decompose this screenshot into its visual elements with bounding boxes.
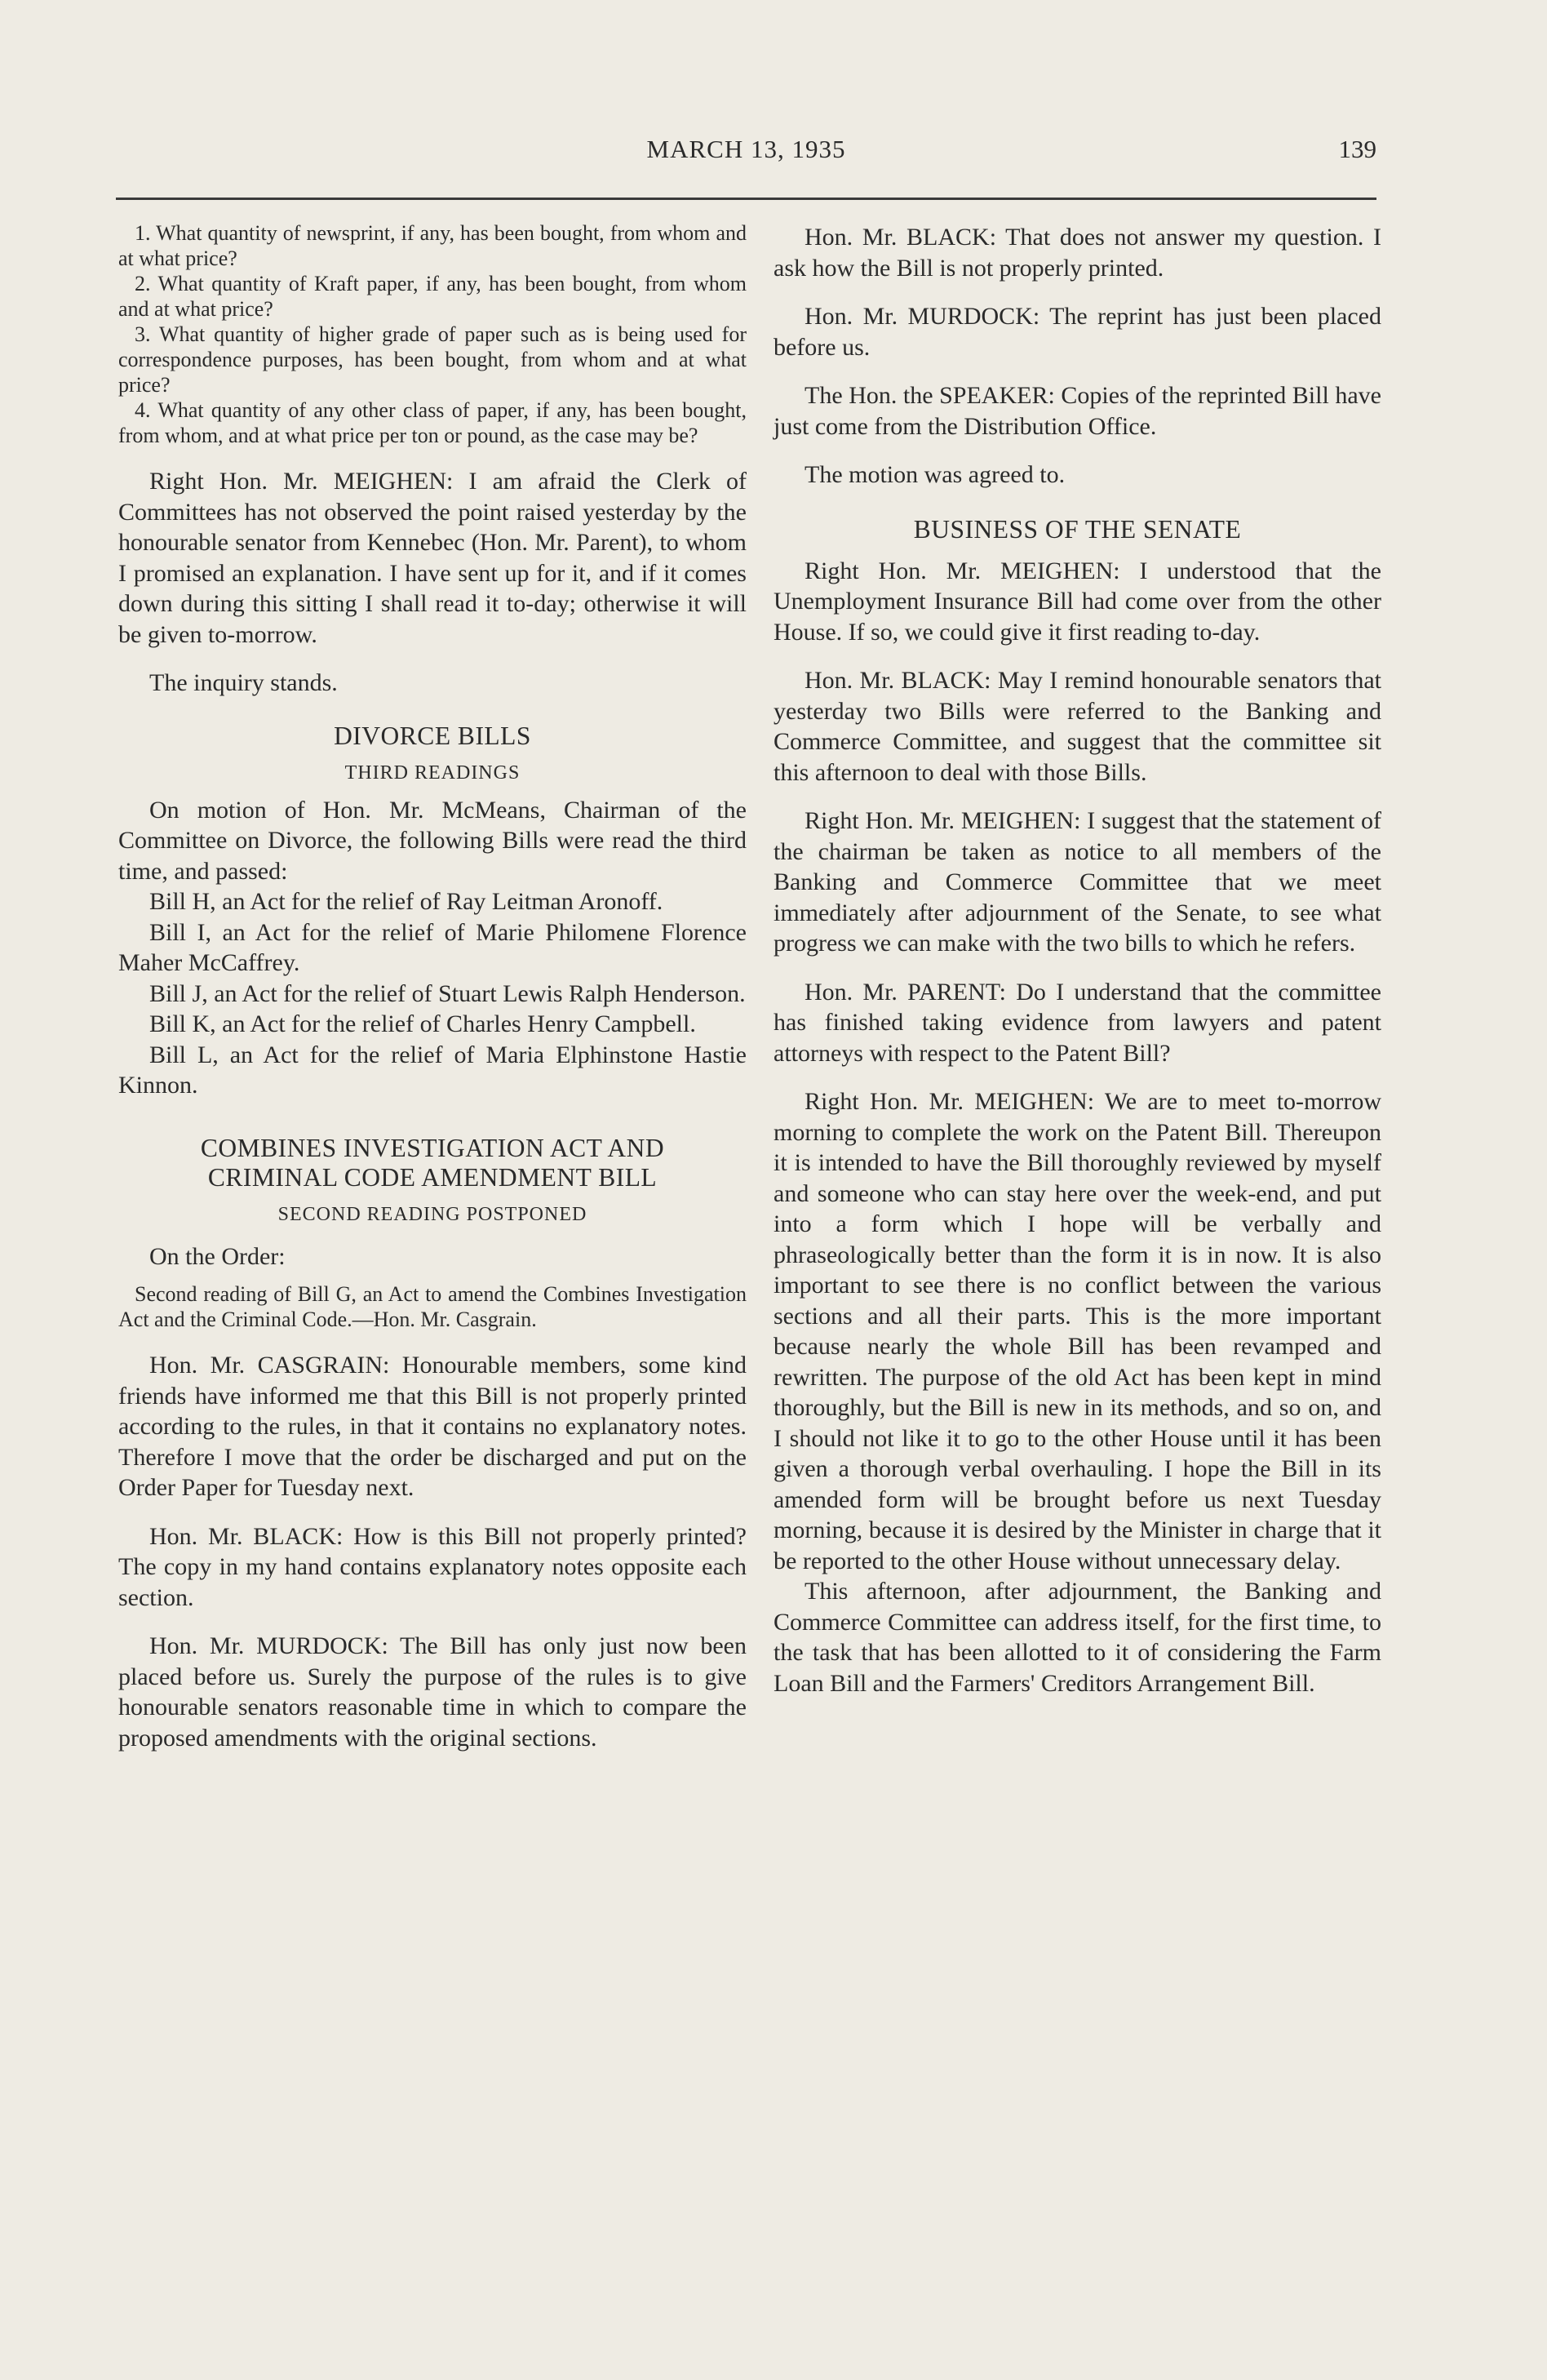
meighen-patent-paragraph: Right Hon. Mr. MEIGHEN: We are to meet to-morrow morning to complete the work on the Patent Bill. Thereupon it is intended to have the Bill thoroughly reviewed by myself and someone who can stay here over the week-end, and put into a form which I hope will be verbally and phraseologically better than the form it is in now. It is also important to see there is no conflict between the various sections and all their parts. This is the more important because nearly the whole Bill has been revamped and rewritten. The purpose of the old Act has been kept in mind thoroughly, but the Bill is new in its methods, and so on, and I should not like it to go to the other House until it has been given a thorough verbal overhauling. I hope the Bill in its amended form will be brought before us next Tuesday morning, because it is desired by the Minister in charge that it be reported to the other House without unnecessary delay. (774, 1088, 1381, 1574)
meighen-notice-paragraph: Right Hon. Mr. MEIGHEN: I suggest that the statement of the chairman be taken as notice to all members of the Banking and Commerce Committee that we meet immediately after adjournment of the Senate, to see what progress we can make with the two bills to which he refers. (774, 807, 1381, 957)
black-reply-paragraph: Hon. Mr. BLACK: That does not answer my question. I ask how the Bill is not properly printed. (774, 224, 1381, 282)
business-of-senate-heading: BUSINESS OF THE SENATE (913, 514, 1242, 544)
black-committee-paragraph: Hon. Mr. BLACK: May I remind honourable senators that yesterday two Bills were referred to the Banking and Commerce Committee, and suggest that the committee sit this afternoon to deal with those Bills. (774, 667, 1381, 786)
bill-h: Bill H, an Act for the relief of Ray Leitman Aronoff. (149, 888, 663, 915)
casgrain-paragraph: Hon. Mr. CASGRAIN: Honourable members, some kind friends have informed me that this Bill is not properly printed according to the rules, in that it contains no explanatory notes. Therefore I move that the order be discharged and put on the Order Paper for Tuesday next. (118, 1352, 747, 1501)
speaker-paragraph: The Hon. the SPEAKER: Copies of the reprinted Bill have just come from the Distribution Office. (774, 382, 1381, 440)
divorce-bills-heading: DIVORCE BILLS (334, 721, 531, 750)
bill-l: Bill L, an Act for the relief of Maria Elphinstone Hastie Kinnon. (118, 1041, 747, 1099)
bill-i: Bill I, an Act for the relief of Marie Philomene Florence Maher McCaffrey. (118, 918, 747, 976)
third-readings-subheading: THIRD READINGS (344, 762, 521, 784)
motion-agreed: The motion was agreed to. (805, 461, 1066, 488)
murdock-paragraph: Hon. Mr. MURDOCK: The Bill has only just now been placed before us. Surely the purpose of the rules is to give honourable senators reasonable time in which to compare the proposed amendments with the original sections. (118, 1632, 747, 1752)
meighen-unemployment-paragraph: Right Hon. Mr. MEIGHEN: I understood that the Unemployment Insurance Bill had come over from the other House. If so, we could give it first reading to-day. (774, 557, 1381, 646)
header-rule (116, 198, 1376, 200)
question-2: 2. What quantity of Kraft paper, if any, has been bought, from whom and at what price? (118, 272, 747, 321)
question-4: 4. What quantity of any other class of paper, if any, has been bought, from whom, and at what price per ton or pound, as the case may be? (118, 398, 747, 447)
left-column (118, 220, 747, 1753)
bill-k: Bill K, an Act for the relief of Charles Henry Campbell. (149, 1010, 696, 1037)
meighen-inquiry-paragraph: Right Hon. Mr. MEIGHEN: I am afraid the Clerk of Committees has not observed the point raised yesterday by the honourable senator from Kennebec (Hon. Mr. Parent), to whom I promised an explanation. I have sent up for it, and if it comes down during this sitting I shall read it to-day; otherwise it will be given to-morrow. (118, 468, 747, 648)
question-3: 3. What quantity of higher grade of paper such as is being used for correspondence purposes, has been bought, from whom and at what price? (118, 322, 747, 397)
murdock-reprint-paragraph: Hon. Mr. MURDOCK: The reprint has just been placed before us. (774, 303, 1381, 361)
divorce-motion-paragraph: On motion of Hon. Mr. McMeans, Chairman of the Committee on Divorce, the following Bills were read the third time, and passed: (118, 796, 747, 885)
bill-j: Bill J, an Act for the relief of Stuart Lewis Ralph Henderson. (149, 979, 746, 1007)
running-head (116, 135, 1376, 175)
combines-heading-line-2: CRIMINAL CODE AMENDMENT BILL (207, 1162, 658, 1192)
question-1: 1. What quantity of newsprint, if any, has been bought, from whom and at what price? (118, 221, 747, 270)
inquiry-stands: The inquiry stands. (149, 669, 338, 696)
order-text: Second reading of Bill G, an Act to amend the Combines Investigation Act and the Criminal Code.—Hon. Mr. Casgrain. (118, 1282, 747, 1331)
on-the-order: On the Order: (149, 1242, 286, 1270)
page-date-title: MARCH 13, 1935 (646, 135, 846, 163)
second-reading-postponed-subheading: SECOND READING POSTPONED (277, 1203, 587, 1225)
combines-heading-line-1: COMBINES INVESTIGATION ACT AND (200, 1133, 665, 1162)
right-column (774, 222, 1381, 1698)
black-paragraph: Hon. Mr. BLACK: How is this Bill not properly printed? The copy in my hand contains explanatory notes opposite each section. (118, 1522, 747, 1611)
parent-paragraph: Hon. Mr. PARENT: Do I understand that the committee has finished taking evidence from lawyers and patent attorneys with respect to the Patent Bill? (774, 978, 1381, 1067)
page-number: 139 (1338, 135, 1376, 163)
afternoon-paragraph: This afternoon, after adjournment, the Banking and Commerce Committee can address itself, for the first time, to the task that has been allotted to it of considering the Farm Loan Bill and the Farmers' Creditors Arrangement Bill. (774, 1578, 1381, 1697)
